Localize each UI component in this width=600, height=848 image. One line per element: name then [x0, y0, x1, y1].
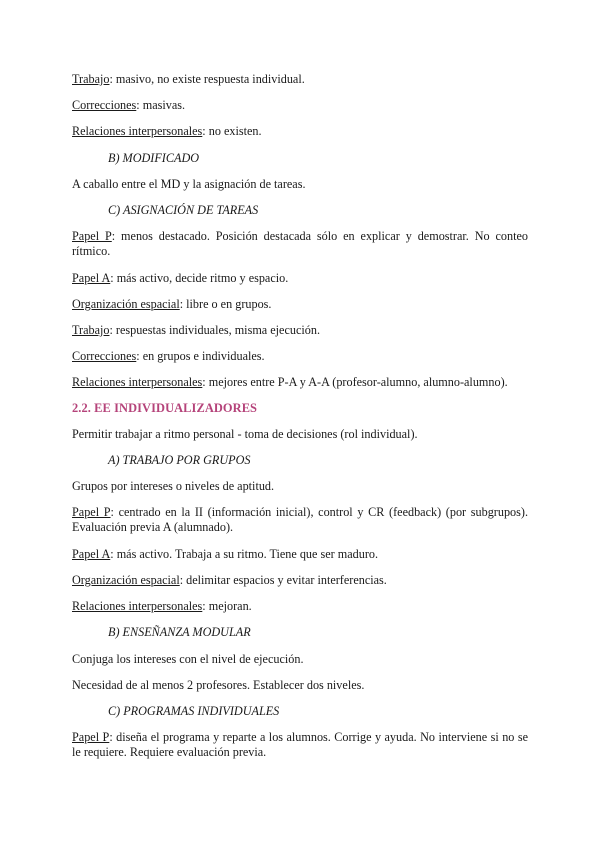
- term-label: Correcciones: [72, 349, 137, 363]
- paragraph-text: : mejoran.: [202, 599, 252, 613]
- term-label: Relaciones interpersonales: [72, 124, 203, 138]
- paragraph-correcciones: [72, 98, 528, 113]
- paragraph-text: : más activo. Trabaja a su ritmo. Tiene que ser maduro.: [110, 547, 379, 561]
- subheading-asignacion-tareas: C) ASIGNACIÓN DE TAREAS: [108, 203, 259, 217]
- paragraph-organizacion-2: [72, 573, 528, 588]
- paragraph-text: : menos destacado. Posición destacada sólo en explicar y demostrar. No conteo rítmico.: [72, 229, 529, 258]
- paragraph-relaciones-3: [72, 599, 528, 614]
- subheading-ensenanza-modular: B) ENSEÑANZA MODULAR: [108, 625, 251, 639]
- paragraph-trabajo: [72, 72, 528, 87]
- term-label: Relaciones interpersonales: [72, 599, 203, 613]
- paragraph-text: : respuestas individuales, misma ejecución.: [109, 323, 320, 337]
- term-label: Papel A: [72, 547, 111, 561]
- paragraph-modificado: A caballo entre el MD y la asignación de tareas.: [72, 177, 306, 191]
- paragraph-text: : en grupos e individuales.: [136, 349, 265, 363]
- paragraph-grupos: Grupos por intereses o niveles de aptitud.: [72, 479, 275, 493]
- term-label: Organización espacial: [72, 573, 180, 587]
- term-label: Papel P: [72, 730, 110, 744]
- term-label: Trabajo: [72, 323, 110, 337]
- term-label: Papel P: [72, 229, 112, 243]
- paragraph-text: : diseña el programa y reparte a los alumnos. Corrige y ayuda. No interviene si no se le requiere. Requiere evaluación previa.: [72, 730, 528, 759]
- paragraph-text: : mejores entre P-A y A-A (profesor-alumno, alumno-alumno).: [202, 375, 508, 389]
- paragraph-text: : masivo, no existe respuesta individual.: [109, 72, 305, 86]
- paragraph-trabajo-2: [72, 323, 528, 338]
- paragraph-papel-p: [72, 229, 528, 259]
- term-label: Relaciones interpersonales: [72, 375, 203, 389]
- paragraph-organizacion: [72, 297, 528, 312]
- term-label: Papel P: [72, 505, 111, 519]
- subheading-modificado: B) MODIFICADO: [108, 151, 200, 165]
- paragraph-text: : masivas.: [136, 98, 186, 112]
- term-label: Trabajo: [72, 72, 110, 86]
- subheading-programas-individuales: C) PROGRAMAS INDIVIDUALES: [108, 704, 280, 718]
- paragraph-papel-p-2: [72, 505, 528, 535]
- term-label: Organización espacial: [72, 297, 180, 311]
- paragraph-text: : libre o en grupos.: [179, 297, 272, 311]
- section-heading: 2.2. EE INDIVIDUALIZADORES: [72, 401, 258, 415]
- paragraph-relaciones: [72, 124, 528, 139]
- paragraph-relaciones-2: [72, 375, 528, 390]
- paragraph-intro: Permitir trabajar a ritmo personal - toma de decisiones (rol individual).: [72, 427, 418, 441]
- paragraph-necesidad: Necesidad de al menos 2 profesores. Establecer dos niveles.: [72, 678, 365, 692]
- term-label: Papel A: [72, 271, 111, 285]
- paragraph-text: : más activo, decide ritmo y espacio.: [110, 271, 289, 285]
- paragraph-text: : delimitar espacios y evitar interferencias.: [179, 573, 387, 587]
- paragraph-papel-a-2: [72, 547, 528, 562]
- paragraph-papel-p-3: [72, 730, 528, 760]
- paragraph-papel-a: [72, 271, 528, 286]
- subheading-trabajo-grupos: A) TRABAJO POR GRUPOS: [108, 453, 251, 467]
- paragraph-correcciones-2: [72, 349, 528, 364]
- term-label: Correcciones: [72, 98, 137, 112]
- paragraph-conjuga: Conjuga los intereses con el nivel de ejecución.: [72, 652, 304, 666]
- paragraph-text: : centrado en la II (información inicial), control y CR (feedback) (por subgrupos). Evaluación previa A (alumnado).: [72, 505, 528, 534]
- paragraph-text: : no existen.: [202, 124, 262, 138]
